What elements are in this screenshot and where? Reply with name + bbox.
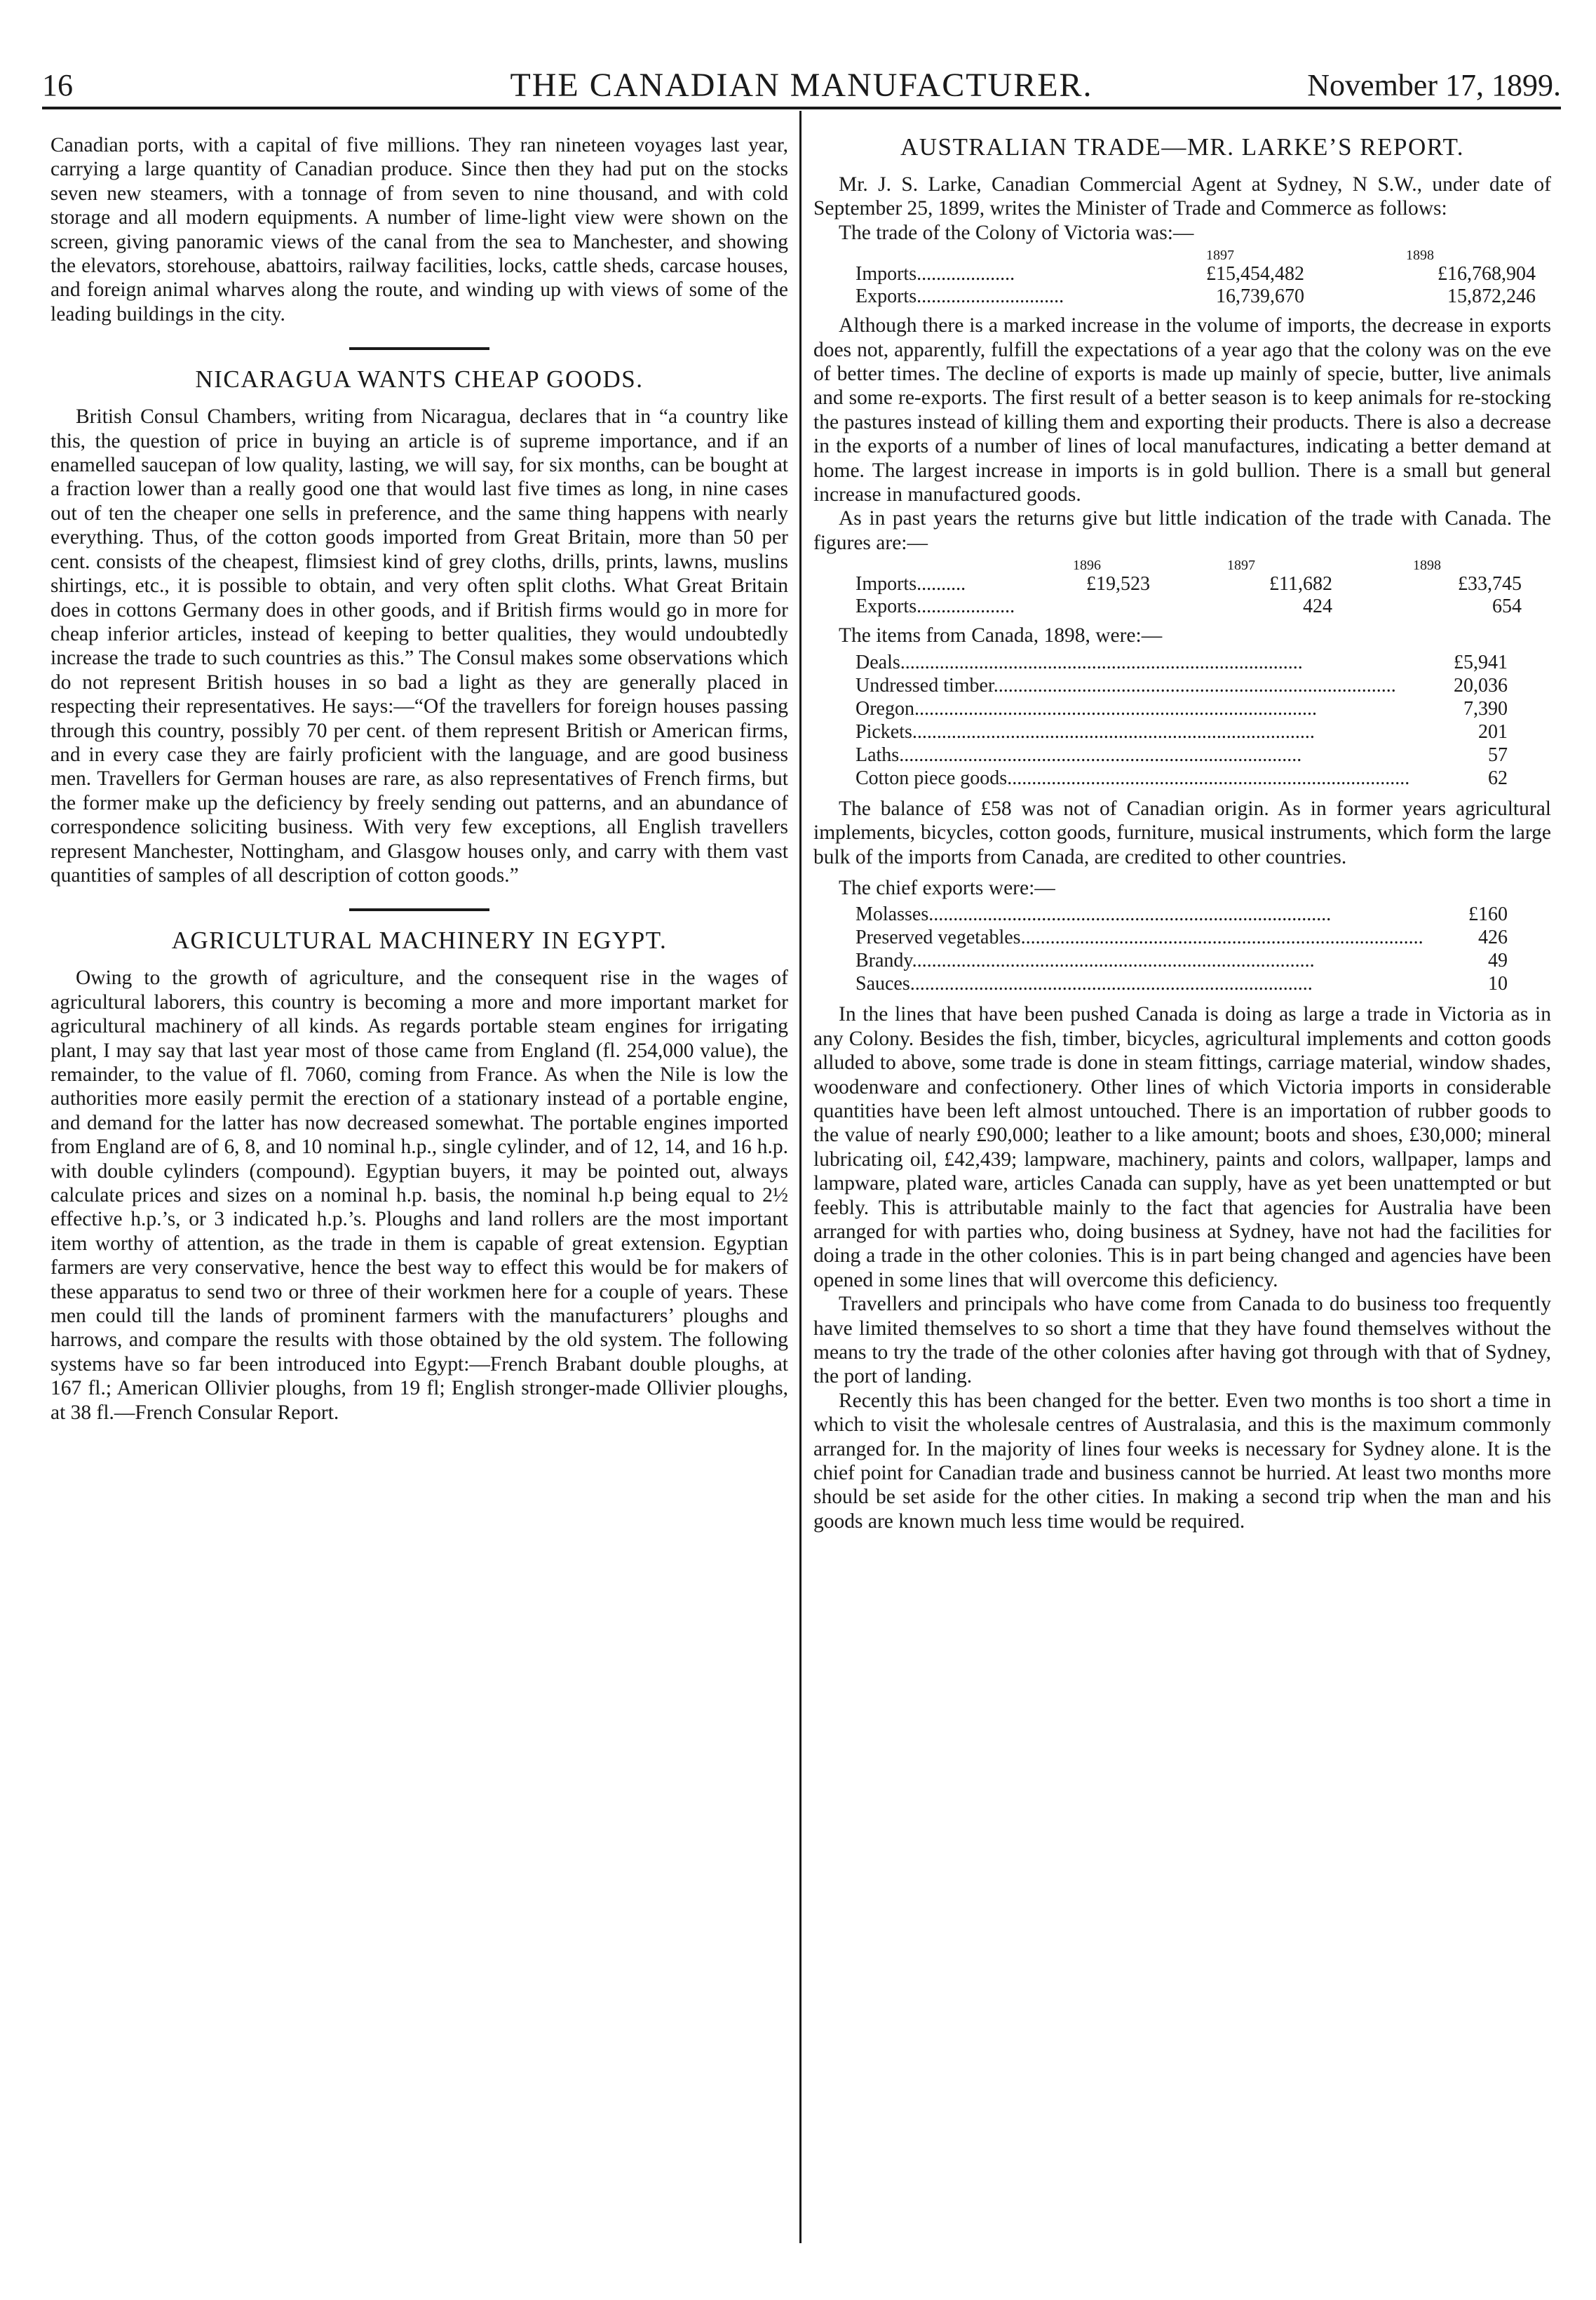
table-cell: £16,768,904 — [1438, 263, 1536, 285]
table-row: Exports.............................. 16,739,670 15,872,246 — [856, 285, 1536, 308]
publication-title: THE CANADIAN MANUFACTURER. — [510, 67, 1093, 104]
page-header — [42, 28, 1561, 104]
list-item: Oregon.................................................................................. 7,390 — [856, 697, 1508, 720]
victoria-trade-table — [856, 248, 1536, 308]
left-column — [50, 133, 788, 1425]
list-item: Undressed timber.................................................................................. 20,036 — [856, 674, 1508, 697]
header-rule — [42, 107, 1561, 109]
year-header: 1898 — [1406, 248, 1434, 264]
table-cell — [1024, 596, 1150, 618]
list-item: Laths.................................................................................. 57 — [856, 744, 1508, 766]
table-row: Imports.......... £19,523 £11,682 £33,745 — [856, 573, 1522, 596]
items-from-canada-list — [856, 651, 1508, 790]
table-cell: £11,682 — [1269, 573, 1332, 596]
table-cell: 16,739,670 — [1216, 285, 1304, 308]
table-cell: 424 — [1303, 596, 1332, 618]
table-cell: £33,745 — [1458, 573, 1522, 596]
table-cell: £15,454,482 — [1206, 263, 1304, 285]
paragraph: In the lines that have been pushed Canada is doing as large a trade in Victoria as in any Colony. Besides the fish, timber, bicycles, agricultural implements and cotton goods alluded to above, some trade is done in steam fittings, carriage material, window shades, woodenware and confectionery. Other lines of which Victoria imports in considerable quantities have been left almost untouched. There is an importation of rubber goods to the value of nearly £90,000; leather to a like amount; boots and shoes, £30,000; mineral lubricating oil, £42,439; lampware, machinery, paints and colors, wallpaper, lamps and lampware, plated ware, articles Canada can supply, have as yet been unattempted or but feebly. This is attributable mainly to the fact that agencies for Australia have been arranged for with parties who, doing business at Sydney, have not had the facilities for doing a trade in the other colonies. This is in part being changed and agencies have been opened in some lines that will overcome this deficiency. — [813, 1003, 1551, 1291]
table-row: Imports.................... £15,454,482 £16,768,904 — [856, 263, 1536, 285]
row-label: Exports — [856, 285, 917, 308]
row-label: Imports — [856, 263, 917, 285]
list-item: Preserved vegetables.................................................................................. 426 — [856, 927, 1508, 949]
section-separator — [349, 908, 489, 911]
list-item: Brandy.................................................................................. 49 — [856, 950, 1508, 972]
australian-trade-heading: AUSTRALIAN TRADE—MR. LARKE’S REPORT. — [900, 133, 1465, 161]
nicaragua-body: British Consul Chambers, writing from Nicaragua, declares that in “a country like this, the question of price in buying an article is of supreme importance, and if an enamelled saucepan of low quality, lasting, we will say, for six months, can be bought at a fraction lower than a really good one that would last five times as long, in nine cases out of ten the cheaper one sells in preference, and the same thing happens with nearly everything. Thus, of the cotton goods imported from Great Britain, more than 50 per cent. consists of the cheapest, flimsiest kind of grey cloths, drills, prints, lawns, muslins shirtings, etc., it is possible to obtain, and very often split cloths. What Great Britain does in cottons Germany does in other goods, and if British firms would go in more for cheap inferior articles, instead of keeping to better qualities, they would undoubtedly increase the trade to such countries as this.” The Consul makes some observations which do not represent British houses in so bad a light as they are generally placed in respecting their representatives. He says:—“Of the travellers for foreign houses passing through this country, possibly 70 per cent. of them represent British or American firms, and in every case they are fairly proficient with the language, and are good business men. Travellers for German houses are rare, as also representatives of French firms, but the former make up the deficiency by freely sending out patterns, and an abundance of correspondence soliciting business. With very few exceptions, all English travellers represent Manchester, Nottingham, and Glasgow houses only, and carry with them vast quantities of samples of all description of cotton goods.” — [50, 405, 788, 887]
table-row: Exports.................... 424 654 — [856, 596, 1522, 618]
chief-exports-list — [856, 903, 1508, 995]
paragraph: The balance of £58 was not of Canadian origin. As in former years agricultural implements, bicycles, cotton goods, furniture, musical instruments, which form the large bulk of the imports from Canada, are credited to other countries. — [813, 797, 1551, 868]
right-column — [813, 133, 1551, 1533]
page-number: 16 — [42, 68, 73, 102]
issue-date: November 17, 1899. — [1307, 68, 1561, 102]
paragraph: As in past years the returns give but little indication of the trade with Canada. The figures are:— — [813, 507, 1551, 554]
items-lead: The items from Canada, 1898, were:— — [839, 624, 1163, 647]
row-label: Exports — [856, 596, 917, 618]
list-item: Pickets.................................................................................. 201 — [856, 720, 1508, 743]
paragraph: Recently this has been changed for the better. Even two months is too short a time in which to visit the wholesale centres of Australasia, and this is the maximum commonly arranged for. In the majority of lines four weeks is necessary for Sydney alone. It is the chief point for Canadian trade and business cannot be hurried. At least two months more should be set aside for the other cities. In making a second trip when the man and his goods are known much less time would be required. — [813, 1389, 1551, 1533]
exports-lead: The chief exports were:— — [839, 876, 1055, 899]
paragraph: Although there is a marked increase in the volume of imports, the decrease in exports does not, apparently, fulfill the expectations of a year ago that the colony was on the eve of better times. The decline of exports is made up mainly of specie, butter, live animals and some re-exports. The first result of a better season is to keep animals for re-stocking the pastures instead of killing them and exporting their products. There is also a decrease in the exports of a number of lines of local manufactures, indicating a better demand at home. The largest increase in imports is in gold bullion. There is a small but general increase in manufactured goods. — [813, 314, 1551, 506]
table-cell: £19,523 — [1086, 573, 1150, 596]
year-header: 1897 — [1206, 248, 1234, 264]
list-item: Cotton piece goods.................................................................................. 62 — [856, 767, 1508, 789]
intro-paragraph: Canadian ports, with a capital of five millions. They ran nineteen voyages last year, carrying a large quantity of Canadian produce. Since then they had put on the stocks seven new steamers, with a tonnage of from seven to nine thousand, and with cold storage and all modern equipments. A number of lime-light view were shown on the screen, giving panoramic views of the canal from the sea to Manchester, and showing the elevators, storehouse, abattoirs, railway facilities, locks, cattle sheds, carcase houses, and foreign animal wharves along the route, and winding up with views of some of the leading buildings in the city. — [50, 134, 788, 325]
year-header: 1896 — [1073, 558, 1101, 574]
list-item: Sauces.................................................................................. 10 — [856, 973, 1508, 995]
egypt-body: Owing to the growth of agriculture, and the consequent rise in the wages of agricultural laborers, this country is becoming a more and more important market for agricultural machinery of all kinds. As regards portable steam engines for irrigating plant, I may say that last year most of those came from England (fl. 254,000 value), the remainder, to the value of fl. 7060, coming from France. As when the Nile is low the authorities more easily permit the erection of a stationary instead of a portable engine, and demand for the latter has now decreased somewhat. The portable engines imported from England are of 6, 8, and 10 nominal h.p., single cylinder, and of 12, 14, and 16 h.p. with double cylinders (compound). Egyptian buyers, it may be pointed out, always calculate prices and sizes on a nominal h.p. basis, the nominal h.p being equal to 2½ effective h.p.’s, or 3 indicated h.p.’s. Ploughs and land rollers are the most important item worthy of attention, as the trade in them is capable of great extension. Egyptian farmers are very conservative, hence the best way to effect this would be for makers of these apparatus to send two or three of their workmen here for a couple of years. These men could till the lands of prominent farmers with the manufacturers’ ploughs and harrows, and compare the results with those obtained by the old system. The following systems have so far been introduced into Egypt:—French Brabant double ploughs, at 167 fl.; American Ollivier ploughs, from 19 fl; English stronger-made Ollivier ploughs, at 38 fl.—French Consular Report. — [50, 967, 788, 1424]
table-cell: 15,872,246 — [1447, 285, 1536, 308]
year-header: 1898 — [1413, 558, 1441, 574]
list-item: Deals.................................................................................. £5,941 — [856, 651, 1508, 673]
table-cell: 654 — [1492, 596, 1522, 618]
canada-trade-table — [856, 558, 1522, 618]
paragraph: Travellers and principals who have come from Canada to do business too frequently have limited themselves to so short a time that they have found themselves without the means to try the trade of the other colonies after having got through with that of Sydney, the port of landing. — [813, 1293, 1551, 1388]
section-separator — [349, 347, 489, 350]
australian-intro: Mr. J. S. Larke, Canadian Commercial Agent at Sydney, N S.W., under date of September 25, 1899, writes the Minister of Trade and Commerce as follows: — [813, 173, 1551, 220]
column-divider — [799, 111, 802, 2243]
list-item: Molasses.................................................................................. £160 — [856, 903, 1508, 926]
egypt-heading: AGRICULTURAL MACHINERY IN EGYPT. — [171, 927, 668, 955]
row-label: Imports — [856, 573, 917, 596]
year-header: 1897 — [1227, 558, 1255, 574]
victoria-lead: The trade of the Colony of Victoria was:— — [839, 221, 1194, 244]
nicaragua-heading: NICARAGUA WANTS CHEAP GOODS. — [195, 365, 644, 394]
